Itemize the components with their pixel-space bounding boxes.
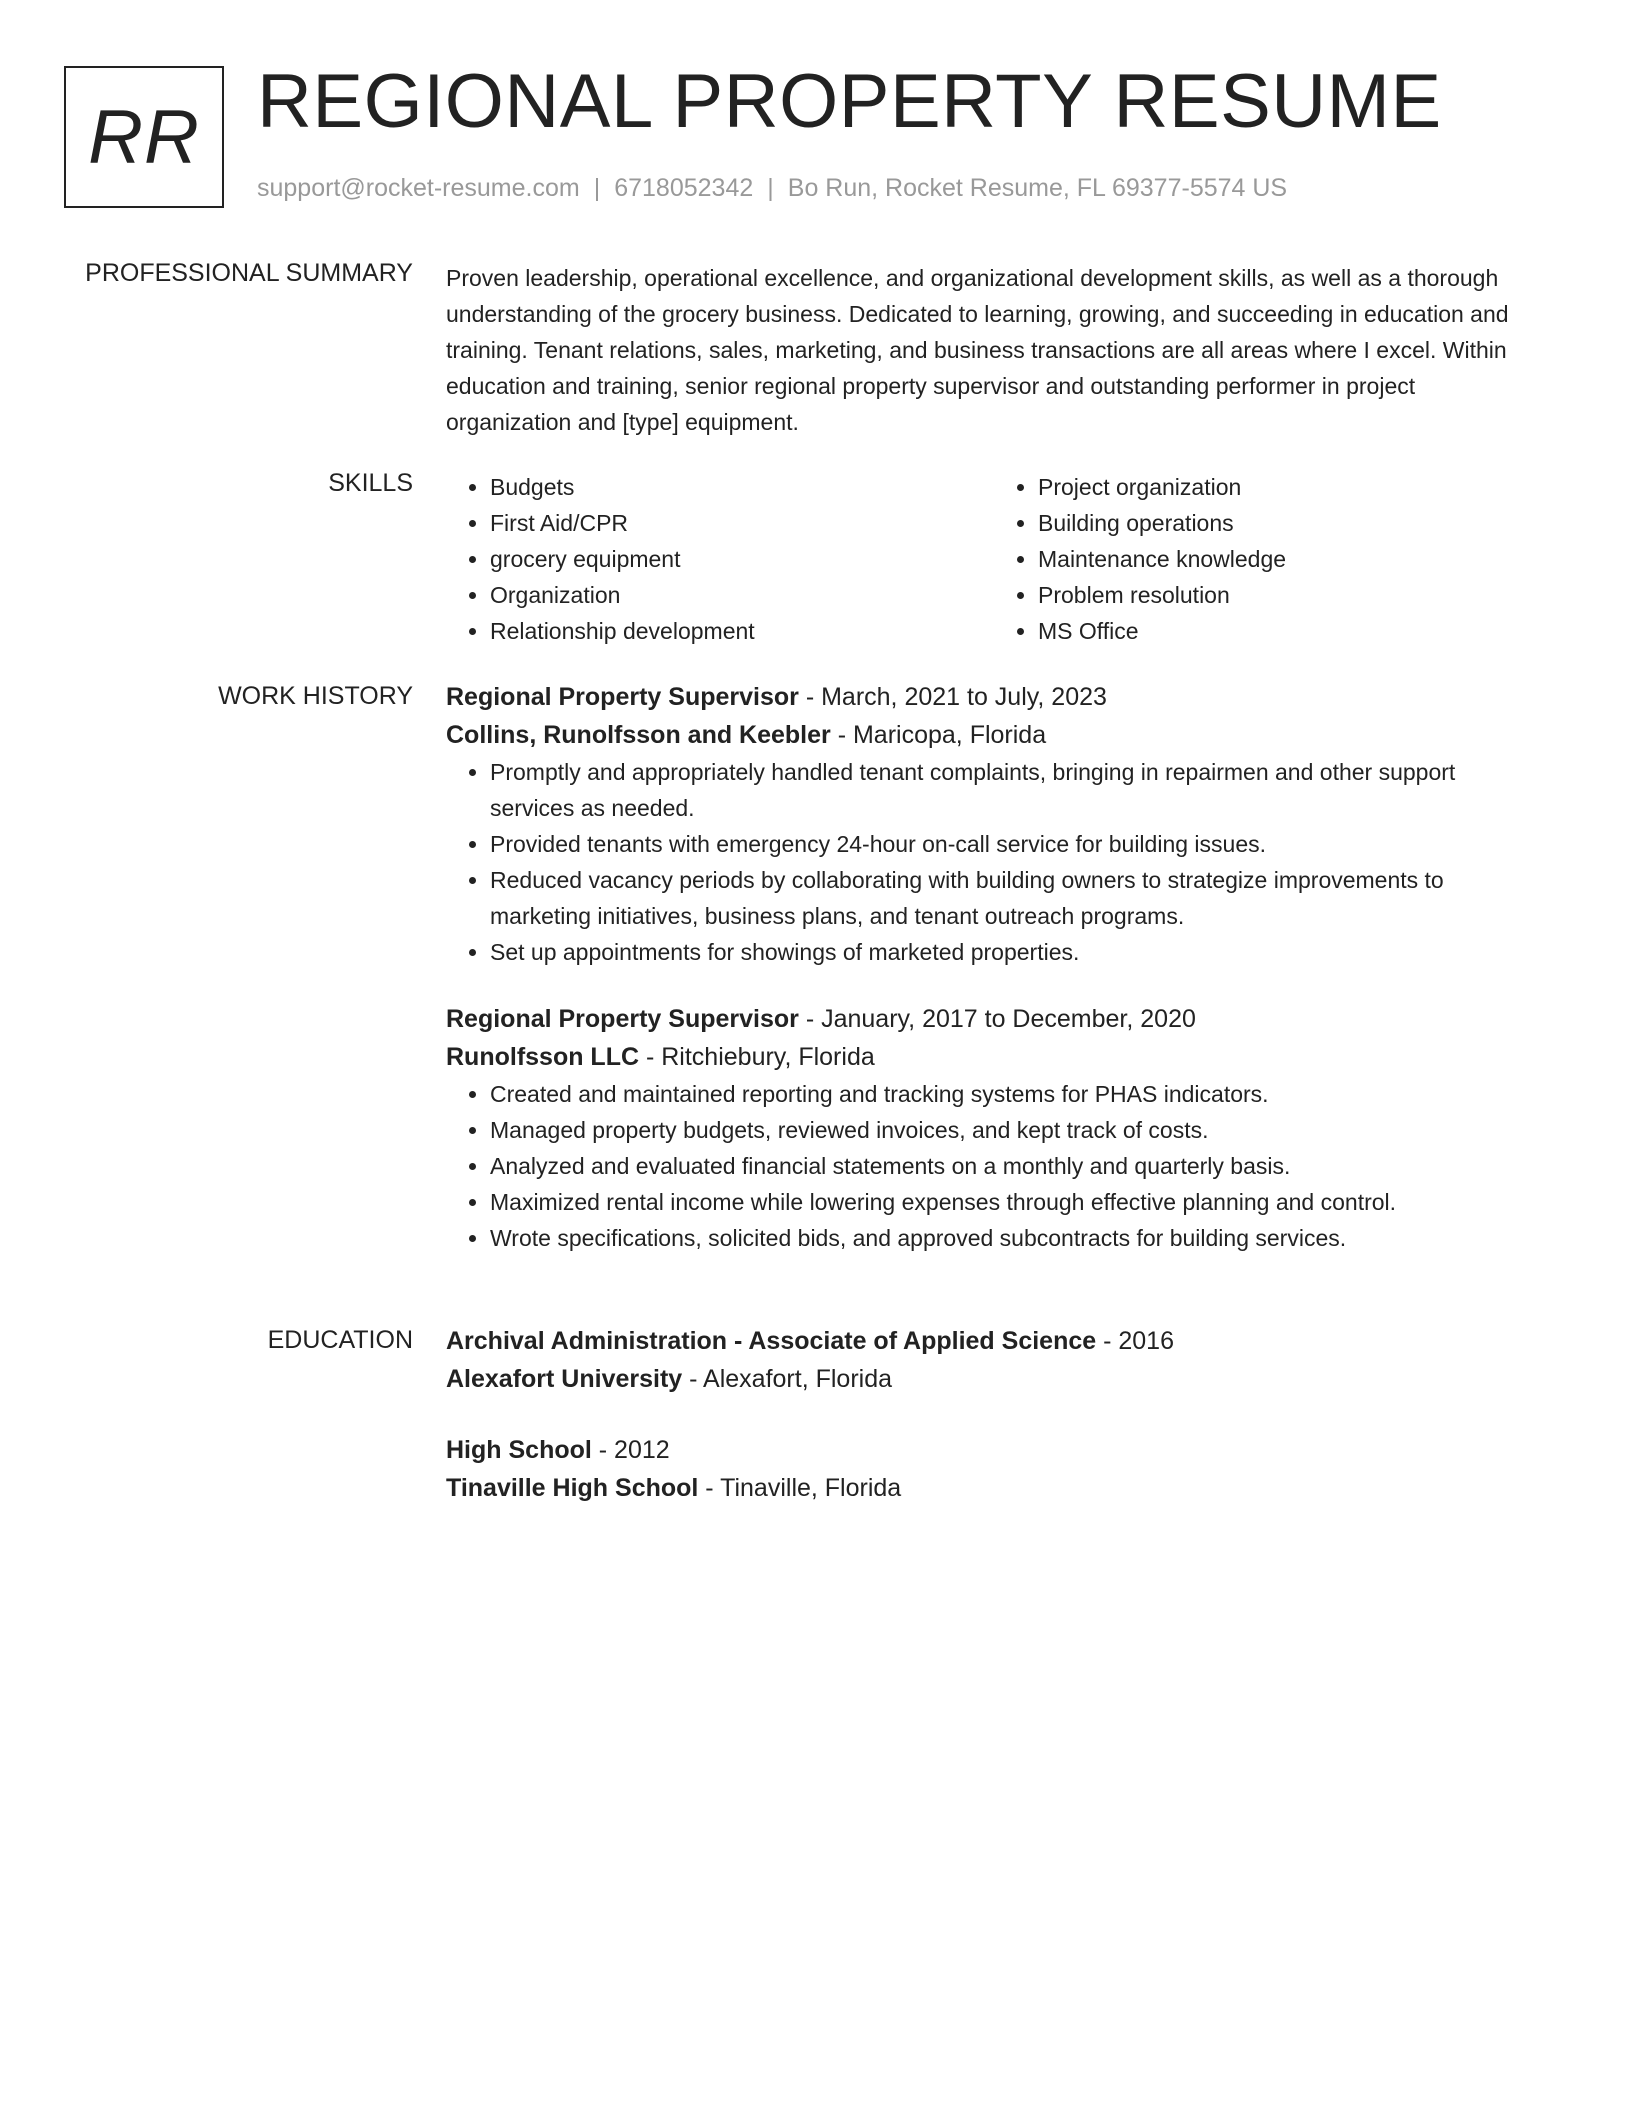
section-label-work: WORK HISTORY [218, 682, 413, 710]
job-title-line [446, 1000, 1546, 1038]
work-body [446, 678, 1546, 1256]
skills-column-left [446, 469, 994, 649]
education-school-line [446, 1469, 1546, 1507]
skills-body [446, 469, 1546, 649]
job-company: Collins, Runolfsson and Keebler [446, 721, 831, 749]
job-location: - Ritchiebury, Florida [639, 1043, 875, 1071]
job-company: Runolfsson LLC [446, 1043, 640, 1071]
job-bullets [446, 754, 1546, 970]
job-entry [446, 678, 1546, 970]
section-label-education: EDUCATION [267, 1326, 413, 1354]
job-title-line [446, 678, 1546, 716]
job-bullets [446, 1076, 1546, 1256]
education-location: - Tinaville, Florida [698, 1474, 902, 1502]
education-year: - 2016 [1096, 1327, 1174, 1355]
education-entry [446, 1322, 1546, 1398]
job-location: - Maricopa, Florida [830, 721, 1047, 749]
job-title: Regional Property Supervisor [446, 683, 799, 711]
education-entry [446, 1431, 1546, 1507]
contact-line [257, 174, 1287, 203]
job-dates: - March, 2021 to July, 2023 [798, 683, 1107, 711]
summary-body [446, 260, 1546, 440]
job-company-line [446, 1038, 1546, 1076]
skill-item: • MS Office [1038, 613, 1542, 649]
contact-separator: | [593, 174, 601, 202]
contact-email: support@rocket-resume.com [257, 174, 580, 202]
education-year: - 2012 [591, 1436, 670, 1464]
job-bullet: • Wrote specifications, solicited bids, and approved subcontracts for building services. [490, 1220, 1546, 1256]
job-bullet: • Promptly and appropriately handled tenant complaints, bringing in repairmen and other support services as needed. [490, 754, 1546, 826]
education-school-line [446, 1360, 1546, 1398]
education-location: - Alexafort, Florida [682, 1365, 893, 1393]
skill-item: • Organization [490, 577, 994, 613]
job-dates: - January, 2017 to December, 2020 [798, 1005, 1196, 1033]
contact-address: Bo Run, Rocket Resume, FL 69377-5574 US [787, 174, 1288, 202]
job-bullet: • Set up appointments for showings of marketed properties. [490, 934, 1546, 970]
job-bullet: • Created and maintained reporting and tracking systems for PHAS indicators. [490, 1076, 1546, 1112]
job-bullet: • Reduced vacancy periods by collaborating with building owners to strategize improvements to marketing initiatives, business plans, and tenant outreach programs. [490, 862, 1546, 934]
contact-phone: 6718052342 [614, 174, 754, 202]
contact-separator: | [767, 174, 774, 202]
education-degree: High School [446, 1436, 592, 1464]
education-degree-line [446, 1431, 1546, 1469]
skill-item: • Problem resolution [1038, 577, 1542, 613]
job-company-line [446, 716, 1546, 754]
skill-item: • Project organization [1038, 469, 1542, 505]
job-bullet: • Provided tenants with emergency 24-hour on-call service for building issues. [490, 826, 1546, 862]
summary-text: Proven leadership, operational excellence, and organizational development skills, as well as a thorough understanding of the grocery business. Dedicated to learning, growing, and succeeding in education and training. Tenant relations, sales, marketing, and business transactions are all areas where I excel. Within education and training, senior regional property supervisor and outstanding performer in project organization and [type] equipment. [446, 265, 1509, 435]
skills-column-right [994, 469, 1542, 649]
job-entry [446, 1000, 1546, 1256]
section-label-summary: PROFESSIONAL SUMMARY [85, 259, 413, 287]
job-bullet: • Maximized rental income while lowering expenses through effective planning and control. [490, 1184, 1546, 1220]
resume-title: REGIONAL PROPERTY RESUME [257, 59, 1442, 144]
skill-item: • Building operations [1038, 505, 1542, 541]
job-title: Regional Property Supervisor [446, 1005, 799, 1033]
section-label-skills: SKILLS [328, 469, 413, 497]
monogram-badge: RR [64, 66, 224, 208]
job-bullet: • Analyzed and evaluated financial statements on a monthly and quarterly basis. [490, 1148, 1546, 1184]
education-body [446, 1322, 1546, 1507]
job-bullet: • Managed property budgets, reviewed invoices, and kept track of costs. [490, 1112, 1546, 1148]
skill-item: • First Aid/CPR [490, 505, 994, 541]
skill-item: • Relationship development [490, 613, 994, 649]
skill-item: • Maintenance knowledge [1038, 541, 1542, 577]
skill-item: • grocery equipment [490, 541, 994, 577]
education-school: Tinaville High School [446, 1474, 699, 1502]
education-degree: Archival Administration - Associate of Applied Science [446, 1327, 1097, 1355]
education-degree-line [446, 1322, 1546, 1360]
skill-item: • Budgets [490, 469, 994, 505]
skills-grid [446, 469, 1546, 649]
education-school: Alexafort University [446, 1365, 683, 1393]
